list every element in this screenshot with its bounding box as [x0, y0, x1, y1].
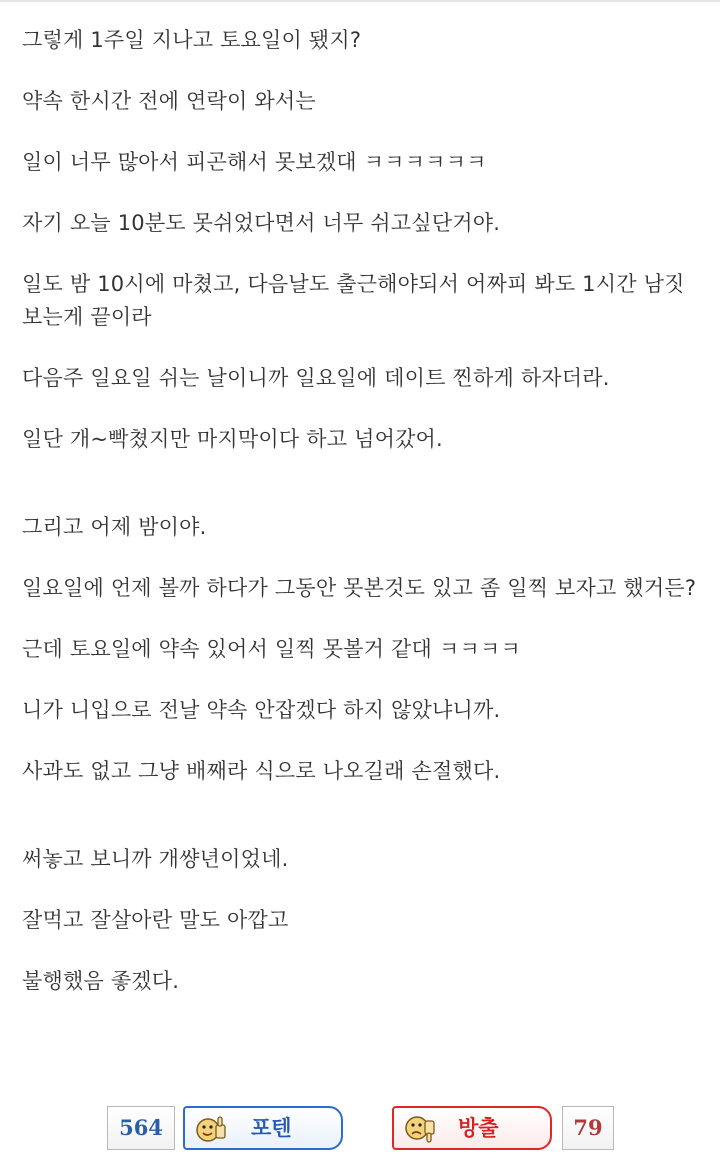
- post-paragraph: 다음주 일요일 쉬는 날이니까 일요일에 데이트 찐하게 하자더라.: [22, 366, 610, 390]
- upvote-button[interactable]: [183, 1106, 343, 1150]
- post-paragraph: 써놓고 보니까 개썅년이었네.: [22, 847, 289, 871]
- downvote-label: 방출: [458, 1116, 499, 1140]
- top-divider: [0, 0, 720, 2]
- vote-bar: [0, 1106, 720, 1150]
- post-paragraph: 일도 밤 10시에 마쳤고, 다음날도 출근해야되서 어짜피 봐도 1시간 남짓 보는게 끝이라: [22, 272, 685, 329]
- post-paragraph: 그리고 어제 밤이야.: [22, 515, 207, 539]
- post-body: [22, 24, 712, 1026]
- upvote-count: 564: [107, 1106, 175, 1150]
- downvote-button[interactable]: [392, 1106, 552, 1150]
- post-paragraph: 니가 니입으로 전날 약속 안잡겠다 하지 않았냐니까.: [22, 698, 501, 722]
- thumbs-up-face-icon: [195, 1113, 227, 1145]
- post-paragraph: 일이 너무 많아서 피곤해서 못보겠대 ㅋㅋㅋㅋㅋㅋ: [22, 150, 487, 174]
- upvote-label: 포텐: [251, 1116, 292, 1140]
- post-paragraph: 근데 토요일에 약속 있어서 일찍 못볼거 같대 ㅋㅋㅋㅋ: [22, 637, 521, 661]
- post-paragraph: 그렇게 1주일 지나고 토요일이 됐지?: [22, 28, 362, 52]
- thumbs-down-face-icon: [404, 1113, 436, 1145]
- post-paragraph: 잘먹고 잘살아란 말도 아깝고: [22, 908, 289, 932]
- post-paragraph: 불행했음 좋겠다.: [22, 969, 180, 993]
- post-paragraph: 약속 한시간 전에 연락이 와서는: [22, 89, 316, 113]
- post-paragraph: 일단 개~빡쳤지만 마지막이다 하고 넘어갔어.: [22, 427, 443, 451]
- post-paragraph: 자기 오늘 10분도 못쉬었다면서 너무 쉬고싶단거야.: [22, 211, 501, 235]
- post-paragraph: 일요일에 언제 볼까 하다가 그동안 못본것도 있고 좀 일찍 보자고 했거든?: [22, 576, 697, 600]
- downvote-count: 79: [562, 1106, 614, 1150]
- post-paragraph: 사과도 없고 그냥 배째라 식으로 나오길래 손절했다.: [22, 759, 501, 783]
